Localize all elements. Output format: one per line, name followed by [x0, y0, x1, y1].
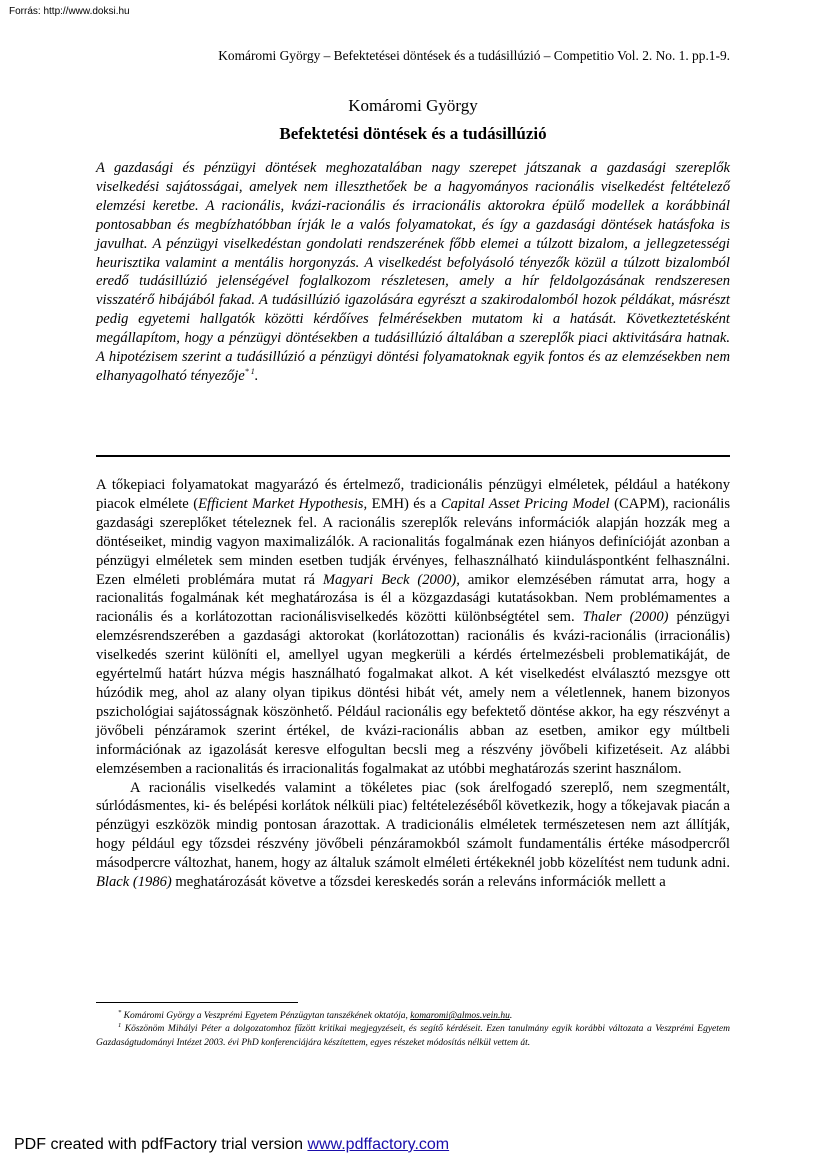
- author-name: Komáromi György: [348, 96, 478, 115]
- text-run: pénzügyi elemzésrendszerében a gazdasági aktorokat (korlátozottan) racionális és kvázi-racionális (irracionális) viselkedés szerint különíti el, amellyel ugyan megkerüli a kérdés értelmezésbeli problematikáját, de egyértelmű határt húzva mégis használható fogalmakat alkot. A két viselkedést elválasztó mezsgye ott húzódik meg, ahol az alany olyan tipikus döntési hibát vét, amely nem a véletlennek, hanem bizonyos pszichológiai sajátosságnak köszönhető. Például racionális egy befektető döntése akkor, ha egy részvényt a jövőbeli pénzáramok szerint értékel, de kvázi-racionális abban az esetben, amikor egy múltbeli információnak az igazolását keresve elfogultan becsli meg a részvény jövőbeli kifizetéseit. Az alábbi elemzésemben a racionalitás és irracionalitás fogalmakat az utóbbi meghatározás szerint használom.: [96, 609, 730, 777]
- text-run: (CAPM), racionális gazdasági szereplőket tételeznek fel. A racionális szereplők releváns információk alapján hozzák meg a döntéseiket, mindig vagyon maximalizálók. A racionalitás fogalmának ezen hiányos definícióját azonban a pénzügyi elméletek sem minden esetben tudják érvényes, felhasználható kiinduláspontként felhasználni. Ezen elméleti problémára mutat rá: [96, 495, 730, 588]
- citation: Black (1986): [96, 874, 172, 891]
- footnote-mark: 1: [118, 1022, 122, 1030]
- pdffactory-link[interactable]: www.pdffactory.com: [307, 1136, 450, 1153]
- running-header: Komáromi György – Befektetései döntések és a tudásillúzió – Competitio Vol. 2. No. 1. pp.1-9.: [218, 48, 730, 63]
- footnote-end: .: [509, 1011, 513, 1021]
- footnotes: [96, 1010, 730, 1050]
- text-run: EMH) és a: [367, 495, 441, 512]
- footnote-text: Komáromi György a Veszprémi Egyetem Pénzügytan tanszékének oktatója,: [121, 1011, 411, 1021]
- footnote-divider: [96, 1002, 298, 1003]
- citation: Magyari Beck (2000),: [322, 571, 460, 588]
- abstract-footnote-marks: * 1: [244, 367, 255, 377]
- citation: Thaler (2000): [582, 609, 669, 626]
- source-note: Forrás: http://www.doksi.hu: [9, 6, 130, 17]
- text-run: meghatározását követve a tőzsdei kereskedés során a releváns információk mellett a: [171, 874, 666, 891]
- footnote-text: Köszönöm Mihályi Péter a dolgozatomhoz fűzött kritikai megjegyzéseit, és segítő kérdéseit. Ezen tanulmány egyik korábbi változata a Veszprémi Egyetem Gazdaságtudományi Intézet 2003. évi PhD konferenciájára készítettem, egyes részeket módosítás nélkül vettem át.: [96, 1024, 730, 1048]
- footnote-star: [96, 1010, 730, 1023]
- paragraph-2: [96, 779, 730, 892]
- text-run: A racionális viselkedés valamint a tökéletes piac (sok árelfogadó szereplő, nem szegmentált, súrlódásmentes, ki- és belépési korlátok nélküli piac) feltételezéséből következik, hogy a tőkejavak piacán a pénzügyi eszközök mindig pontosan árazottak. A tradicionális elméletek természetesen nem azt állítják, hogy például egy tőzsdei részvény jövőbeli pénzáramokból számolt fundamentális értéke másodpercről másodpercre változhat, hanem, hogy az általuk számolt elméleti értékeknél jobb közelítést nem tudunk adni.: [96, 779, 730, 872]
- text-run: amikor elemzésében rámutat arra, hogy a racionalitás fogalmának két meghatározása is él a közgazdasági kutatásokban. Nem problémamentes a racionális és a korlátozottan racionálisviselkedés közötti különbségtétel sem.: [96, 571, 730, 626]
- footnote-mark: *: [118, 1008, 122, 1016]
- italic-term: Efficient Market Hypothesis,: [198, 495, 368, 512]
- abstract: [96, 159, 730, 386]
- text-run: A tőkepiaci folyamatokat magyarázó és értelmező, tradicionális pénzügyi elméletek, például a hatékony piacok elmélete (: [96, 477, 730, 512]
- pdf-banner-text: PDF created with pdfFactory trial version: [14, 1136, 308, 1153]
- italic-term: Capital Asset Pricing Model: [440, 495, 610, 512]
- footnote-1: [96, 1023, 730, 1050]
- body-text: [96, 476, 730, 892]
- section-divider: [96, 455, 730, 457]
- paragraph-1: [96, 476, 730, 779]
- article-title: Befektetési döntések és a tudásillúzió: [279, 124, 547, 143]
- pdf-banner: [14, 1136, 449, 1154]
- abstract-end: .: [254, 367, 259, 384]
- abstract-text: A gazdasági és pénzügyi döntések meghozatalában nagy szerepet játszanak a gazdasági szereplők viselkedési sajátosságai, amelyek nem illeszthetőek be a hagyományos racionális viselkedést feltételező elemzési keretbe. A racionális, kvázi-racionális és irracionális aktorokra épülő modellek a korábbinál pontosabban és megbízhatóbban írják le a valós folyamatokat, és így a gazdasági döntések hatásfoka is javulhat. A pénzügyi viselkedéstan gondolati rendszerének főbb elemei a túlzott bizalom, a jellegzetességi heurisztika valamint a mentális horgonyzás. A viselkedést befolyásoló tényezők közül a túlzott bizalomból eredő tudásillúzió jelenségével foglalkozom részletesen, amely a hír feldolgozásának rendszeresen visszatérő hibájából fakad. A tudásillúzió igazolására egyrészt a szakirodalomból hozok példákat, másrészt pedig egyetemi hallgatók közötti kérdőíves felmérésekben mutatom ki a hatását. Következtetésként megállapítom, hogy a pénzügyi döntésekben a tudásillúzió általában a szereplők piaci aktivitására hatnak. A hipotézisem szerint a tudásillúzió a pénzügyi döntési folyamatoknak egyik fontos és az elemzésekben nem elhanyagolható tényezője: [96, 160, 730, 384]
- email-link[interactable]: komaromi@almos.vein.hu: [410, 1011, 510, 1021]
